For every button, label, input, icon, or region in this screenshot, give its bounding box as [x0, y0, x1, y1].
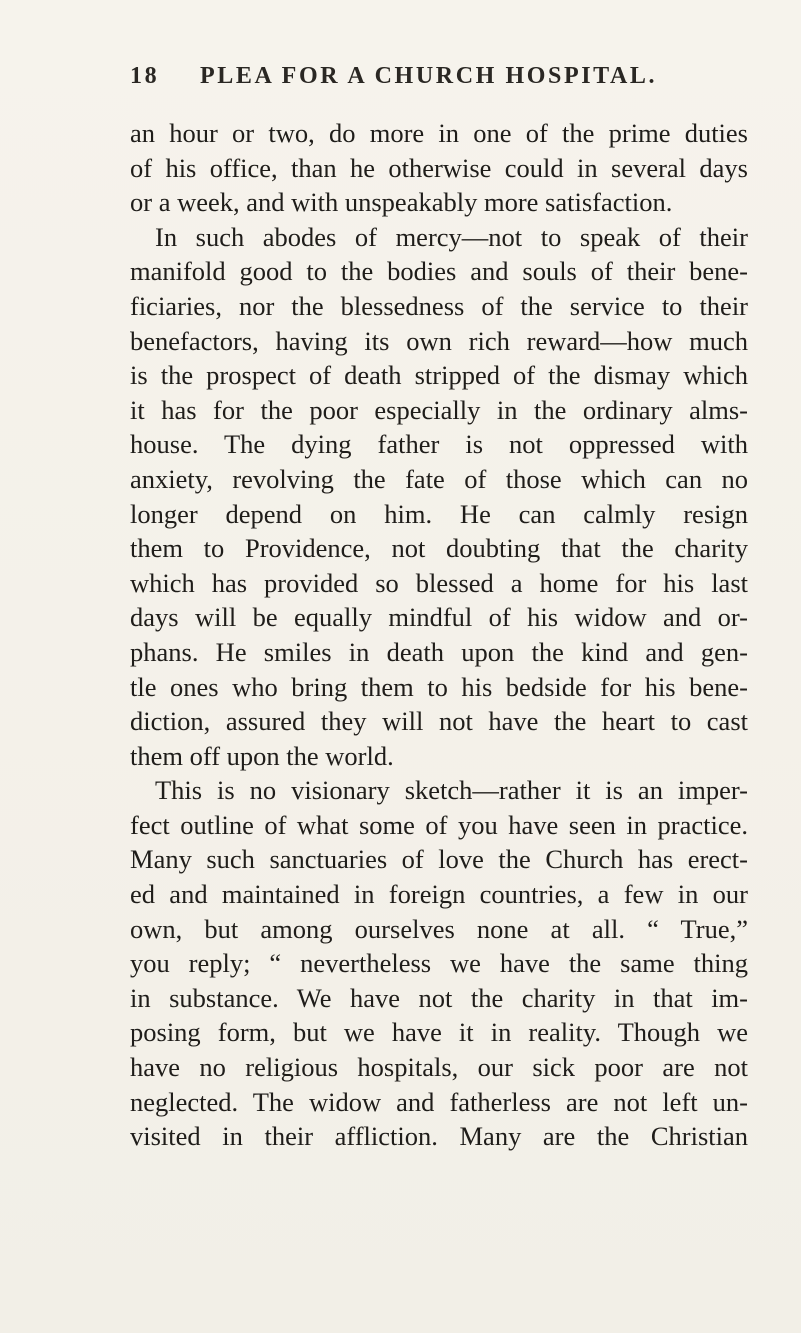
text-line: anxiety, revolving the fate of those which can no	[130, 463, 748, 494]
text-line: ed and maintained in foreign countries, a few in our	[130, 879, 748, 910]
text-line: visited in their affliction. Many are the Christian	[130, 1121, 748, 1152]
text-line: In such abodes of mercy—not to speak of their	[155, 221, 748, 252]
text-line: neglected. The widow and fatherless are not left un-	[130, 1086, 748, 1117]
text-line: house. The dying father is not oppressed with	[130, 429, 748, 460]
text-line: tle ones who bring them to his bedside for his bene-	[130, 671, 748, 702]
text-line: is the prospect of death stripped of the dismay which	[130, 360, 748, 391]
text-line: fect outline of what some of you have seen in practice.	[130, 809, 748, 840]
text-line: them off upon the world.	[130, 740, 394, 771]
text-line: them to Providence, not doubting that the charity	[130, 533, 748, 564]
body-text	[130, 116, 748, 1154]
text-line: posing form, but we have it in reality. Though we	[130, 1017, 748, 1048]
text-line: or a week, and with unspeakably more satisfaction.	[130, 187, 673, 218]
text-line: Many such sanctuaries of love the Church has erect-	[130, 844, 748, 875]
text-line: diction, assured they will not have the heart to cast	[130, 706, 748, 737]
text-line: in substance. We have not the charity in that im-	[130, 982, 748, 1013]
text-line: which has provided so blessed a home for his last	[130, 567, 748, 598]
text-line: phans. He smiles in death upon the kind and gen-	[130, 636, 748, 667]
text-line: it has for the poor especially in the ordinary alms-	[130, 394, 748, 425]
running-title: PLEA FOR A CHURCH HOSPITAL.	[200, 63, 658, 89]
page-header	[130, 63, 750, 103]
text-line: of his office, than he otherwise could in several days	[130, 152, 748, 183]
page-number: 18	[130, 63, 160, 89]
text-line: manifold good to the bodies and souls of their bene-	[130, 256, 748, 287]
text-line: longer depend on him. He can calmly resign	[130, 498, 748, 529]
text-line: This is no visionary sketch—rather it is an imper-	[155, 775, 748, 806]
text-line: benefactors, having its own rich reward—how much	[130, 325, 748, 356]
text-line: have no religious hospitals, our sick poor are not	[130, 1052, 748, 1083]
text-line: an hour or two, do more in one of the prime duties	[130, 118, 748, 148]
text-line: ficiaries, nor the blessedness of the service to their	[130, 290, 748, 321]
text-line: own, but among ourselves none at all. “ True,”	[130, 913, 748, 944]
text-line: days will be equally mindful of his widow and or-	[130, 602, 748, 633]
text-line: you reply; “ nevertheless we have the same thing	[130, 948, 748, 979]
